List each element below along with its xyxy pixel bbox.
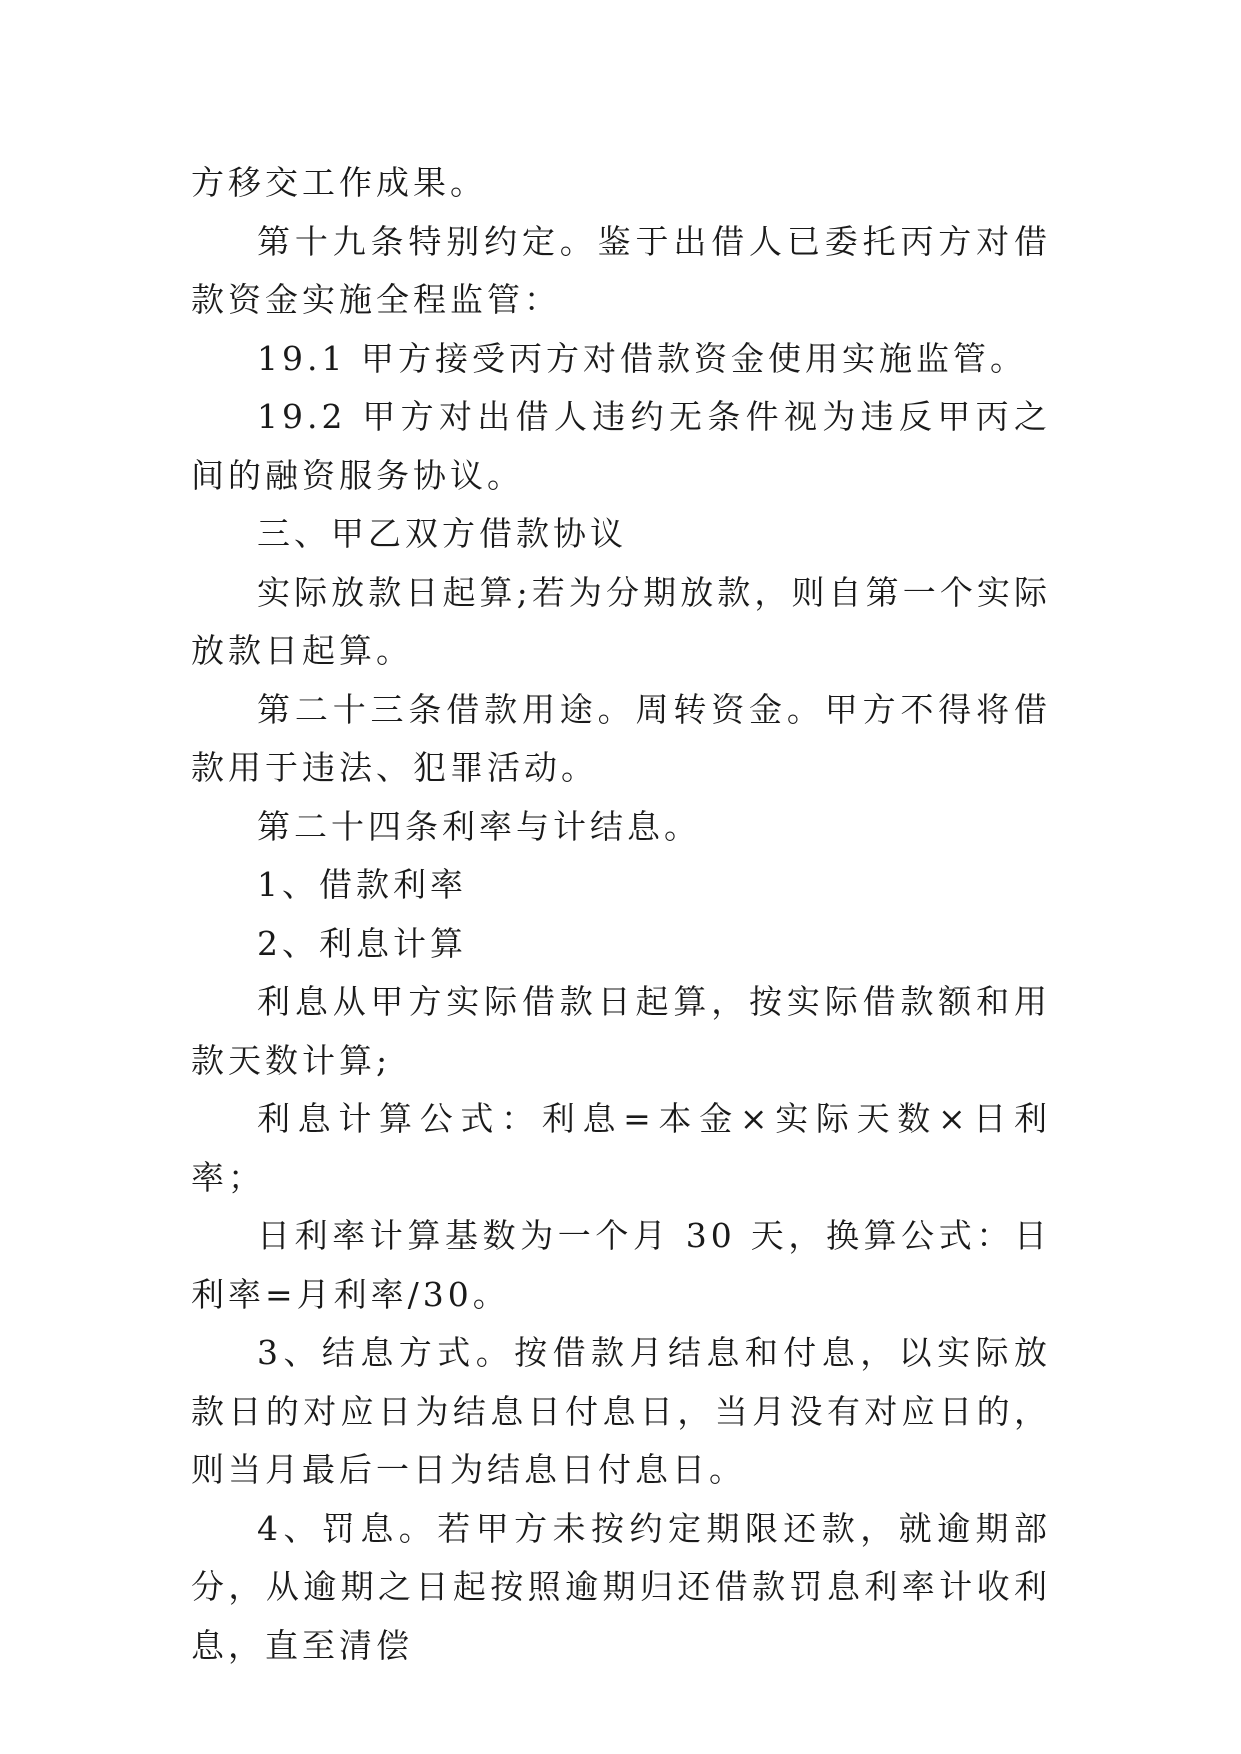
paragraph: 第二十三条借款用途。周转资金。甲方不得将借款用于违法、犯罪活动。: [191, 689, 1051, 787]
paragraph: 19.2 甲方对出借人违约无条件视为违反甲丙之间的融资服务协议。: [191, 397, 1051, 495]
paragraph: 利息计算公式：利息=本金×实际天数×日利率；: [191, 1099, 1051, 1197]
paragraph: 19.1 甲方接受丙方对借款资金使用实施监管。: [257, 338, 1027, 378]
paragraph: 第二十四条利率与计结息。: [257, 806, 701, 846]
paragraph: 利息从甲方实际借款日起算，按实际借款额和用款天数计算;: [191, 982, 1051, 1080]
section-heading: 三、甲乙双方借款协议: [257, 514, 627, 553]
paragraph: 3、结息方式。按借款月结息和付息，以实际放款日的对应日为结息日付息日，当月没有对应日的，则当月最后一日为结息日付息日。: [191, 1333, 1051, 1489]
document-body: [191, 154, 1051, 1675]
list-item: 2、利息计算: [257, 923, 467, 963]
paragraph: 实际放款日起算;若为分期放款，则自第一个实际放款日起算。: [191, 572, 1051, 670]
paragraph: 4、罚息。若甲方未按约定期限还款，就逾期部分，从逾期之日起按照逾期归还借款罚息利率计收利息，直至清偿: [191, 1508, 1051, 1665]
paragraph: 第十九条特别约定。鉴于出借人已委托丙方对借款资金实施全程监管：: [191, 221, 1051, 319]
list-item: 1、借款利率: [257, 865, 467, 904]
paragraph: 方移交工作成果。: [191, 163, 487, 202]
paragraph: 日利率计算基数为一个月 30 天，换算公式：日利率=月利率/30。: [191, 1216, 1051, 1314]
